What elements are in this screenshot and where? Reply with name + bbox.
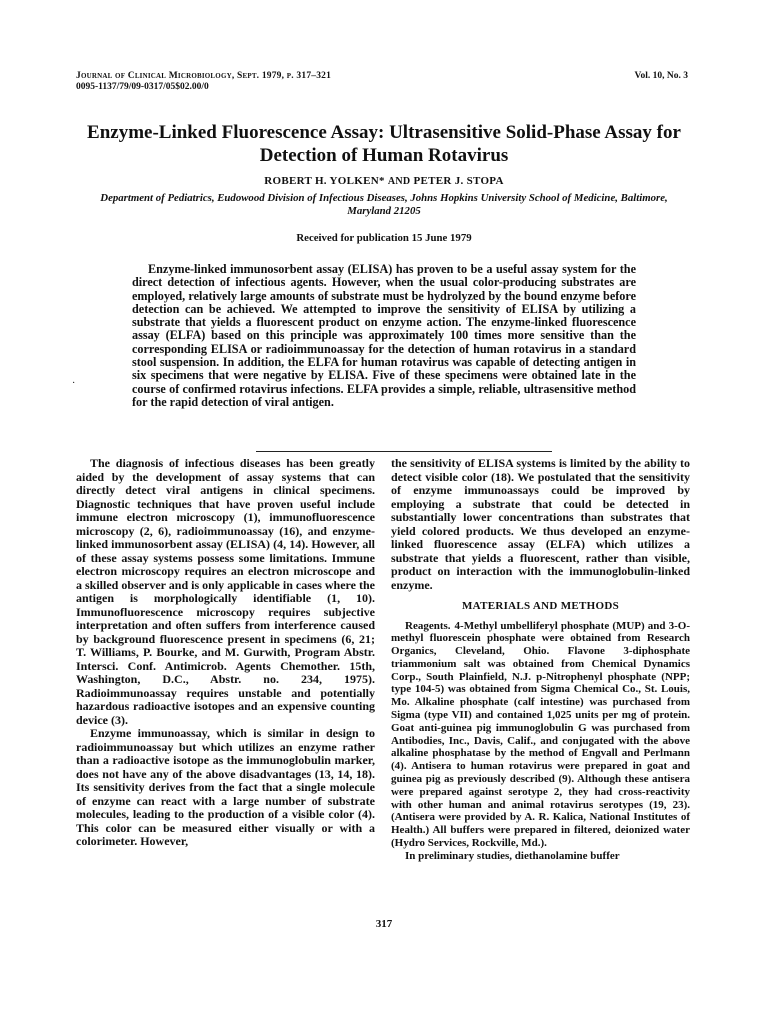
author-conjunction: AND bbox=[387, 176, 411, 187]
journal-header bbox=[76, 71, 331, 93]
received-date: Received for publication 15 June 1979 bbox=[296, 232, 472, 244]
volume-label: Vol. 10, No. 3 bbox=[634, 71, 688, 81]
section-heading: MATERIALS AND METHODS bbox=[461, 600, 620, 612]
reagents-lead: Reagents. bbox=[405, 619, 451, 632]
author-name: PETER J. STOPA bbox=[413, 175, 504, 187]
abstract-divider bbox=[256, 451, 552, 452]
body-paragraph: In preliminary studies, diethanolamine buffer bbox=[405, 849, 620, 862]
abstract: Enzyme-linked immunosorbent assay (ELISA) has proven to be a useful assay system for the direct detection of infectious agents. However, when the usual color-producing substrates are employed, relatively large amounts of substrate must be hydrolyzed by the bound enzyme before detection can be achieved. We attempted to improve the sensitivity of ELISA by utilizing a substrate that yields a fluorescent product on enzyme action. The enzyme-linked fluorescence assay (ELFA) based on this principle was approximately 100 times more sensitive than the corresponding ELISA or radioimmunoassay for the detection of human rotavirus in a standard stool suspension. In addition, the ELFA for human rotavirus was capable of detecting antigen in six specimens that were negative by ELISA. Five of these specimens were obtained late in the course of confirmed rotavirus infections. ELFA provides a simple, reliable, ultrasensitive method for the rapid detection of viral antigen. bbox=[132, 262, 636, 409]
page-number: 317 bbox=[375, 918, 393, 930]
affiliation: Department of Pediatrics, Eudowood Division of Infectious Diseases, Johns Hopkins University School of Medicine, Baltimore, Maryland 21205 bbox=[100, 192, 668, 217]
margin-mark: · bbox=[72, 378, 76, 389]
right-column bbox=[391, 457, 690, 863]
article-title: Enzyme-Linked Fluorescence Assay: Ultrasensitive Solid-Phase Assay for Detection of Human Rotavirus bbox=[87, 122, 681, 166]
reagents-text: 4-Methyl umbelliferyl phosphate (MUP) and 3-O-methyl fluorescein phosphate were obtained from Research Organics, Cleveland, Ohio. Flavone 3-diphosphate triammonium salt was obtained from Chemical Dynamics Corp., South Plainfield, N.J. p-Nitrophenyl phosphate (NPP; type 104-5) was obtained from Sigma Chemical Co., St. Louis, Mo. Alkaline phosphate (calf intestine) was purchased from Sigma (type VII) and contained 1,025 units per mg of protein. Goat anti-guinea pig immunoglobulin G was purchased from Antibodies, Inc., Davis, Calif., and conjugated with the above alkaline phosphatase by the method of Engvall and Perlmann (4). Antisera to human rotavirus were prepared in goat and guinea pig as previously described (9). Although these antisera were prepared against serotype 2, they had cross-reactivity with other human and animal rotavirus serotypes (19, 23). (Antisera were provided by A. R. Kalica, National Institutes of Health.) All buffers were prepared in filtered, deionized water (Hydro Services, Rockville, Md.). bbox=[391, 619, 690, 850]
author-name: ROBERT H. YOLKEN* bbox=[264, 175, 385, 187]
article-code: 0095-1137/79/09-0317/05$02.00/0 bbox=[76, 82, 209, 92]
journal-citation: Journal of Clinical Microbiology, Sept. 1979, p. 317–321 bbox=[76, 71, 332, 81]
left-column bbox=[76, 457, 375, 849]
body-paragraph: the sensitivity of ELISA systems is limited by the ability to detect visible color (18). We postulated that the sensitivity of enzyme immunoassays could be improved by employing a substrate that could be detected in substantially lower concentrations than substrates that yield colored products. We thus developed an enzyme-linked fluorescence assay (ELFA) which utilizes a substrate that yields a fluorescent, rather than visible, product on interaction with the immunoglobulin-linked enzyme. bbox=[391, 456, 690, 592]
body-paragraph: The diagnosis of infectious diseases has been greatly aided by the development of assay systems that can directly detect viral antigens in clinical specimens. Diagnostic techniques that have proven useful include immune electron microscopy (1), immunofluorescence microscopy (2, 6), radioimmunoassay (16), and enzyme-linked immunosorbent assay (ELISA) (4, 14). However, all of these assay systems possess some limitations. Immune electron microscopy requires an electron microscope and a skilled observer and is only applicable in cases where the antigen is morphologically identifiable (1, 10). Immunofluorescence microscopy requires subjective interpretation and often suffers from interference caused by background fluorescence present in specimens (6, 21; T. Williams, P. Bourke, and M. Gurwith, Program Abstr. Intersci. Conf. Antimicrob. Agents Chemother. 15th, Washington, D.C., Abstr. no. 234, 1975). Radioimmunoassay requires unstable and potentially hazardous radioactive isotopes and an expensive counting device (3). bbox=[76, 456, 375, 727]
body-paragraph: Enzyme immunoassay, which is similar in design to radioimmunoassay but which utilizes an enzyme rather than a radioactive isotope as the immunoglobulin marker, does not have any of the above disadvantages (13, 14, 18). Its sensitivity derives from the fact that a single molecule of enzyme can react with a large number of substrate molecules, leading to the production of a visible color (4). This color can be measured either visually or with a colorimeter. However, bbox=[76, 726, 375, 848]
author-line bbox=[70, 175, 698, 187]
reagents-paragraph bbox=[391, 620, 690, 850]
